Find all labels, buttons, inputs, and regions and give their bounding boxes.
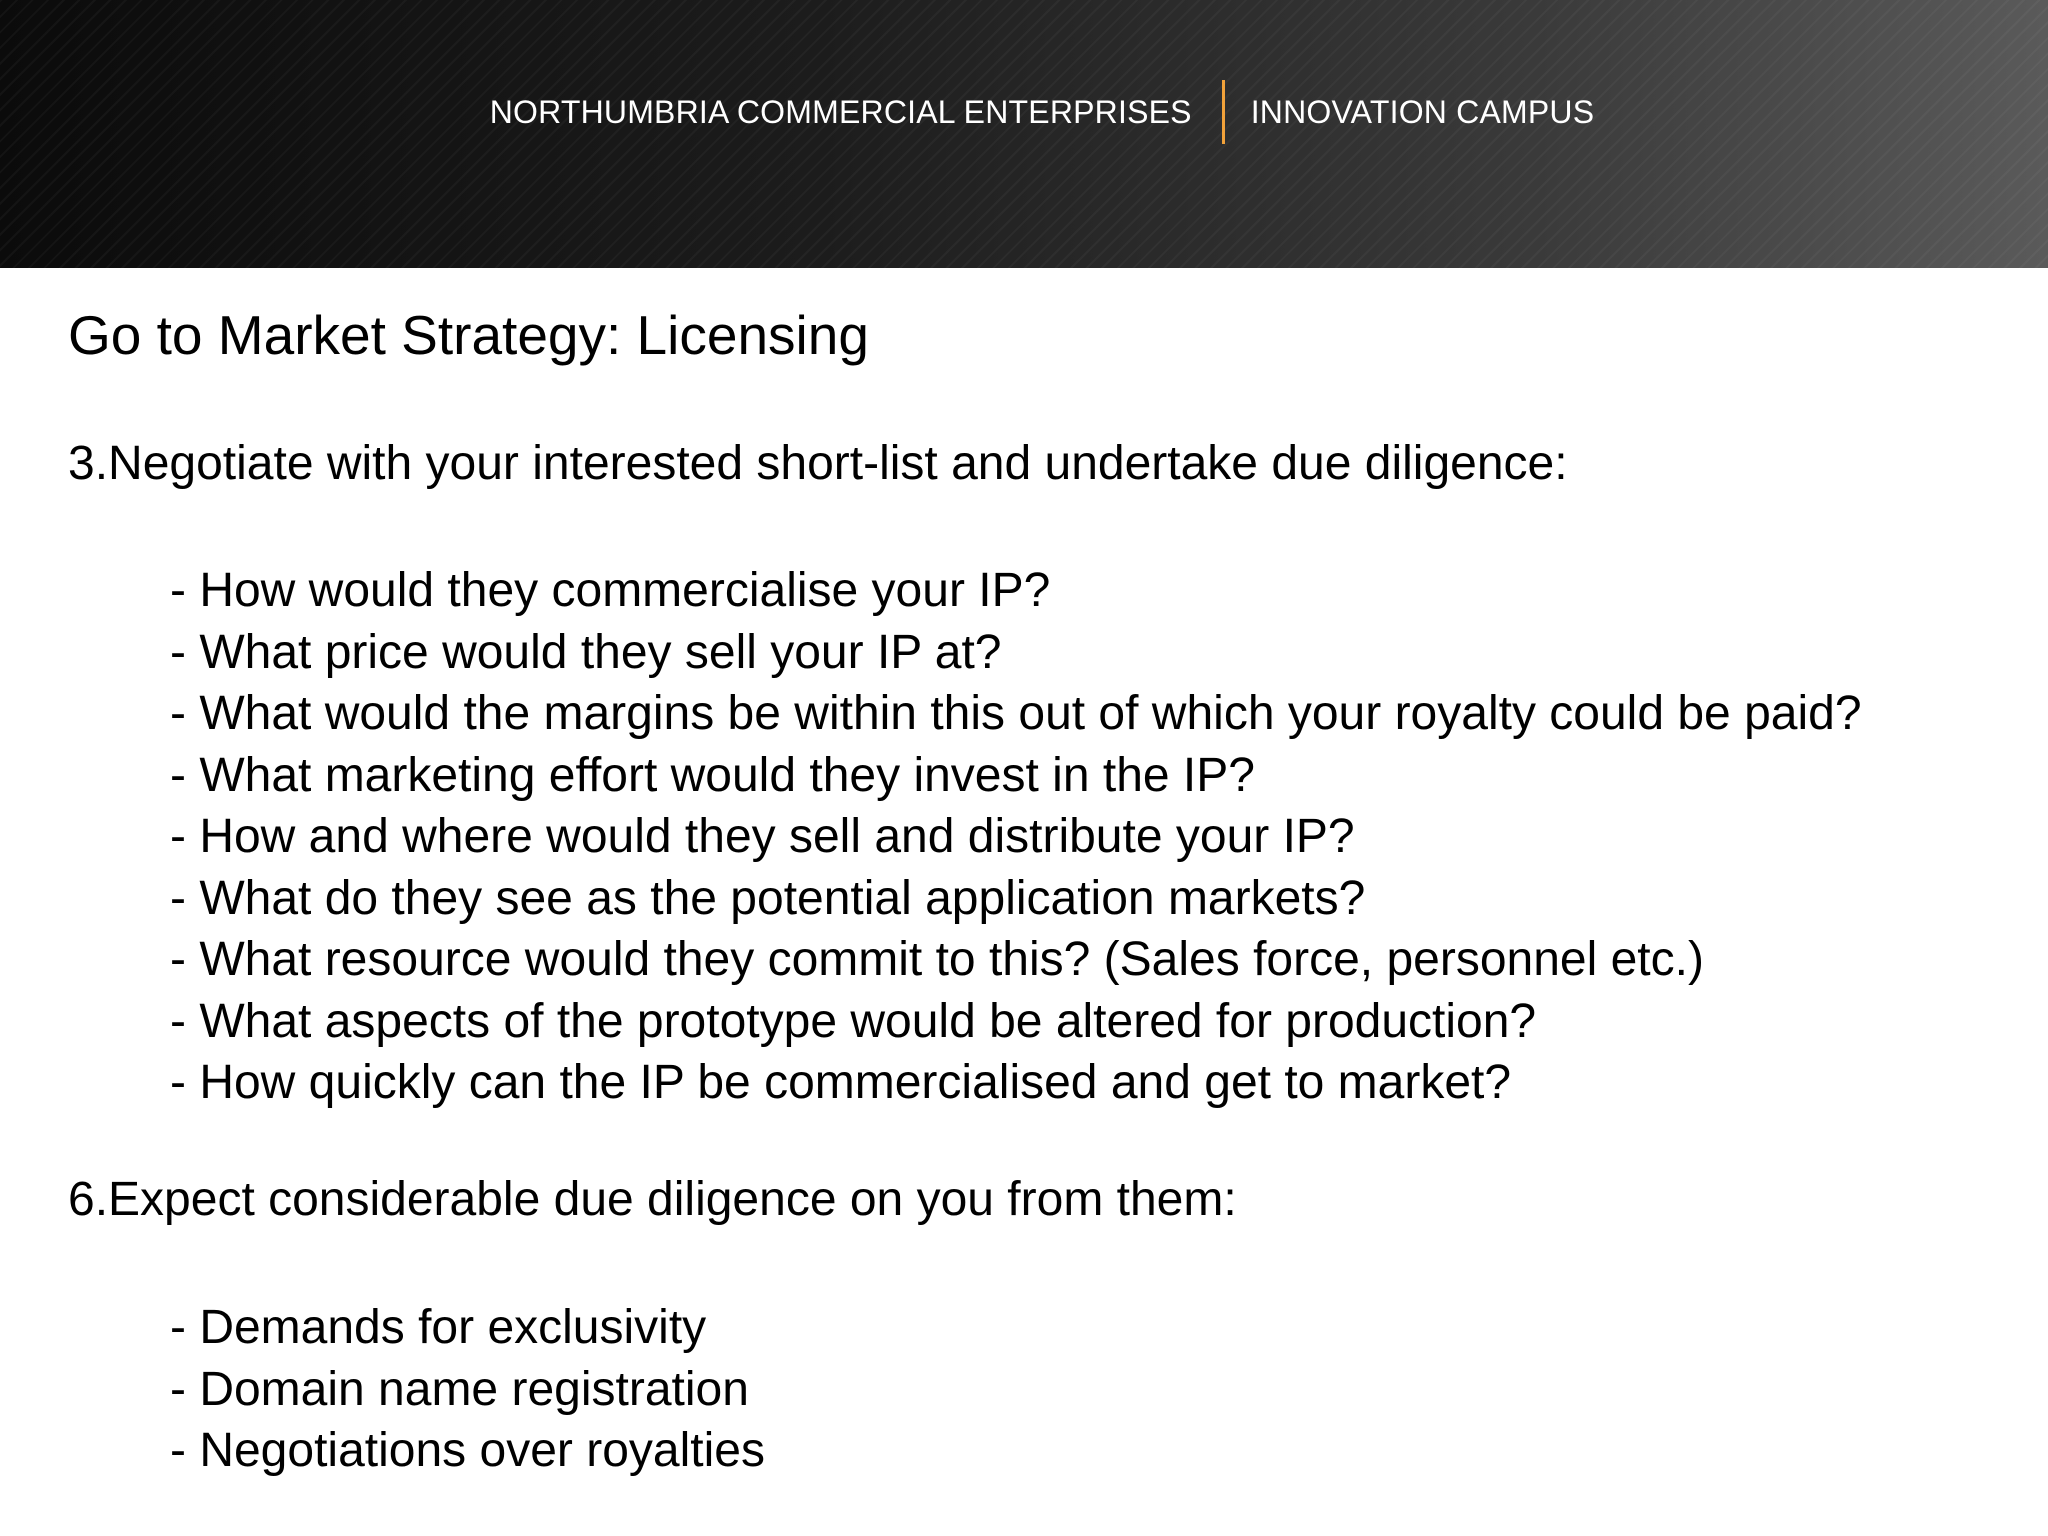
list-item: - What marketing effort would they invest in the IP?: [170, 748, 1255, 802]
list-item: - How quickly can the IP be commercialised and get to market?: [170, 1056, 1512, 1109]
list-item: - What price would they sell your IP at?: [170, 625, 1002, 679]
section-heading-due-diligence: 6.Expect considerable due diligence on you from them:: [68, 1173, 1237, 1226]
brand-bar: [0, 80, 2048, 144]
list-item: - How and where would they sell and distribute your IP?: [170, 810, 1355, 863]
due-diligence-list: [170, 1297, 765, 1482]
header-band: [0, 0, 2048, 268]
list-item: - What do they see as the potential application markets?: [170, 871, 1366, 925]
list-item: - How would they commercialise your IP?: [170, 564, 1051, 617]
list-item: - What resource would they commit to this? (Sales force, personnel etc.): [170, 933, 1704, 986]
list-item: - Negotiations over royalties: [170, 1424, 765, 1477]
brand-divider: [1222, 80, 1225, 144]
list-item: - What aspects of the prototype would be altered for production?: [170, 994, 1537, 1048]
organization-name: NORTHUMBRIA COMMERCIAL ENTERPRISES: [489, 94, 1192, 130]
campus-name: INNOVATION CAMPUS: [1250, 94, 1595, 130]
list-item: - What would the margins be within this out of which your royalty could be paid?: [170, 687, 1862, 740]
slide-title: Go to Market Strategy: Licensing: [68, 304, 869, 366]
negotiation-questions-list: [170, 560, 1862, 1114]
list-item: - Demands for exclusivity: [170, 1301, 707, 1354]
list-item: - Domain name registration: [170, 1362, 749, 1416]
section-heading-negotiate: 3.Negotiate with your interested short-list and undertake due diligence:: [68, 437, 1568, 490]
